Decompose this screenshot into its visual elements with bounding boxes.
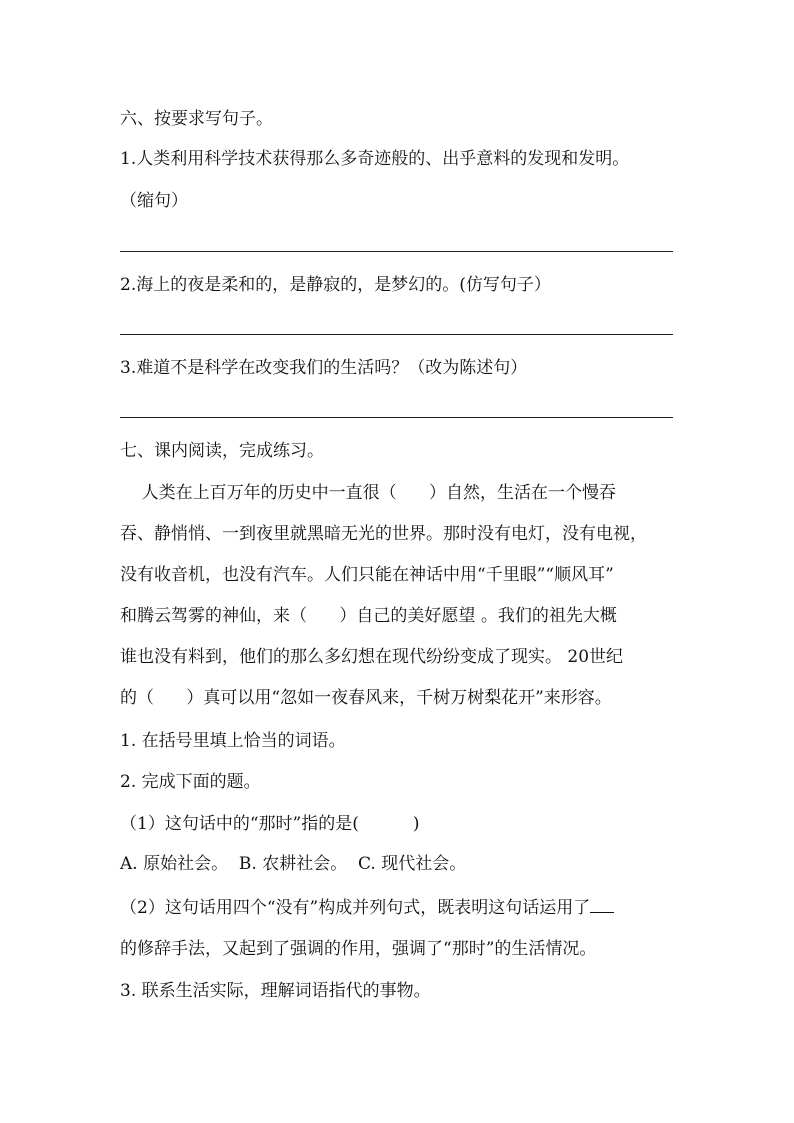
section6-question1-line2: （缩句） <box>120 191 188 211</box>
passage-line: 的（ ）真可以用“忽如一夜春风来，千树万树梨花开”来形容。 <box>120 688 612 708</box>
section7-heading: 七、课内阅读，完成练习。 <box>120 441 324 461</box>
passage-line: 谁也没有料到，他们的那么多幻想在现代纷纷变成了现实。 20世纪 <box>120 647 624 667</box>
answer-line-3[interactable] <box>120 417 673 418</box>
fill-in-blank[interactable] <box>590 896 614 913</box>
section6-question3: 3.难道不是科学在改变我们的生活吗？（改为陈述句） <box>120 358 528 378</box>
section6-question2: 2.海上的夜是柔和的，是静寂的，是梦幻的。(仿写句子） <box>120 275 551 295</box>
section7-question2-2-line1 <box>120 896 614 919</box>
answer-line-1[interactable] <box>120 251 673 252</box>
passage-line: 没有收音机，也没有汽车。人们只能在神话中用“千里眼”“顺风耳” <box>120 565 614 585</box>
section7-question3: 3. 联系生活实际，理解词语指代的事物。 <box>120 981 431 1001</box>
passage-line: 人类在上百万年的历史中一直很（ ）自然，生活在一个慢吞 <box>120 483 617 503</box>
answer-line-2[interactable] <box>120 334 673 335</box>
question2-2-text: （2）这句话用四个“没有”构成并列句式，既表明这句话运用了 <box>120 898 591 918</box>
section6-heading: 六、按要求写句子。 <box>120 109 273 129</box>
section6-question1-line1: 1.人类利用科学技术获得那么多奇迹般的、出乎意料的发现和发明。 <box>120 149 630 169</box>
passage-line: 和腾云驾雾的神仙，来（ ）自己的美好愿望 。我们的祖先大概 <box>120 606 617 626</box>
passage-line: 吞、静悄悄、一到夜里就黑暗无光的世界。那时没有电灯，没有电视， <box>120 524 647 544</box>
section7-question1: 1. 在括号里填上恰当的词语。 <box>120 731 346 751</box>
section7-question2: 2. 完成下面的题。 <box>120 772 261 792</box>
section7-question2-1: （1）这句话中的“那时”指的是( ) <box>120 814 420 834</box>
section7-question2-2-line2: 的修辞手法，又起到了强调的作用，强调了“那时”的生活情况。 <box>120 939 597 959</box>
section7-question2-1-options: A. 原始社会。 B. 农耕社会。 C. 现代社会。 <box>120 854 467 874</box>
